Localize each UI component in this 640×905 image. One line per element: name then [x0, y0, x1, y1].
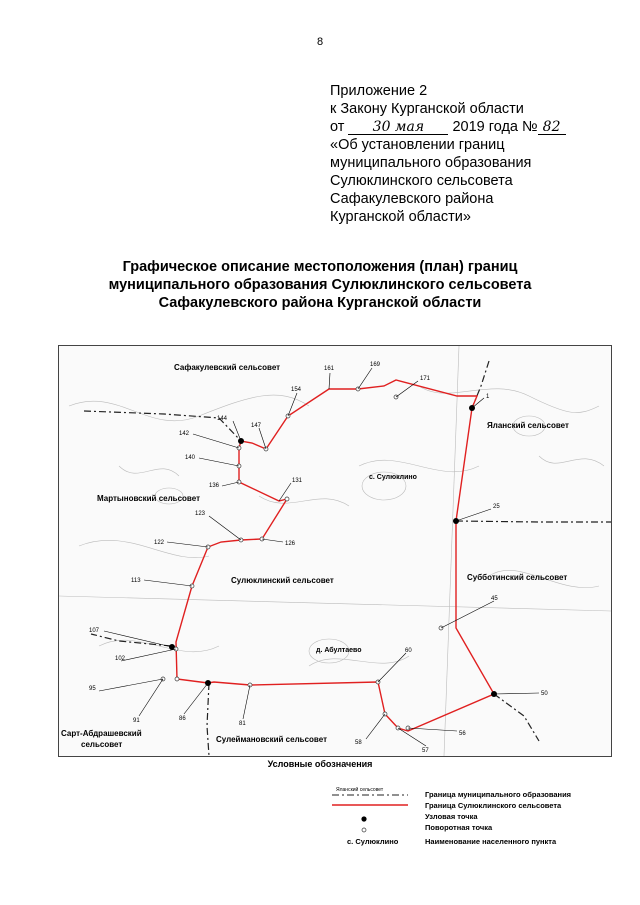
legend-node-point-symbol: [361, 816, 366, 821]
date-prefix: от: [330, 119, 345, 135]
appendix-line: Сулюклинского сельсовета: [330, 173, 513, 189]
council-label-yalansky: Яланский сельсовет: [487, 421, 569, 430]
point-label: 57: [422, 748, 429, 754]
point-label: 147: [251, 423, 262, 429]
date-suffix: 2019 года №: [452, 119, 538, 135]
sulyuklino-boundary: [176, 380, 494, 731]
point-label: 81: [239, 721, 246, 727]
map-canvas: [59, 346, 611, 756]
point-label: 113: [131, 578, 141, 584]
council-label-subbotinsky: Субботинский сельсовет: [467, 573, 568, 582]
point-label: 56: [459, 731, 466, 737]
point-number-labels: [89, 362, 548, 754]
legend-node-point-label: Узловая точка: [425, 812, 478, 821]
legend-settlement-label: Наименование населенного пункта: [425, 837, 557, 846]
point-label: 45: [491, 596, 498, 602]
appendix-line: Сафакулевского района: [330, 191, 494, 207]
settlement-labels: [316, 474, 417, 654]
settlement-label-sulyuklino: с. Сулюклино: [369, 474, 417, 481]
point-label: 140: [185, 455, 196, 461]
point-label: 126: [285, 541, 296, 547]
point-label: 60: [405, 648, 412, 654]
legend-turning-point-symbol: [362, 828, 366, 832]
point-label: 25: [493, 504, 500, 510]
point-label: 131: [292, 478, 303, 484]
admin-boundary-east: [456, 521, 611, 522]
point-label: 136: [209, 483, 220, 489]
legend-sulyuklino-boundary-label: Граница Сулюклинского сельсовета: [425, 801, 562, 810]
point-label: 107: [89, 628, 100, 634]
appendix-line: Курганской области»: [330, 209, 471, 225]
appendix-line: муниципального образования: [330, 155, 532, 171]
point-label: 142: [179, 431, 190, 437]
legend-turning-point-label: Поворотная точка: [425, 823, 493, 832]
legend-settlement-sample: с. Сулюклино: [347, 837, 399, 846]
title-line: муниципального образования Сулюклинского сельсовета: [108, 277, 532, 293]
point-label: 123: [195, 511, 206, 517]
admin-boundary-south-east: [494, 694, 539, 741]
appendix-line: «Об установлении границ: [330, 137, 505, 153]
point-label: 95: [89, 686, 96, 692]
handwritten-date: 30 мая: [348, 120, 448, 135]
council-label-sulyuklinsky: Сулюклинский сельсовет: [231, 576, 334, 585]
turning-point: [285, 497, 289, 501]
council-label-martynovsky: Мартыновский сельсовет: [97, 494, 200, 503]
point-label: 144: [217, 416, 228, 422]
appendix-block: [330, 82, 620, 226]
legend-sample-council-name: Яланский сельсовет: [336, 787, 384, 793]
point-label: 1: [486, 394, 490, 400]
point-label: 91: [133, 718, 140, 724]
point-label: 50: [541, 691, 548, 697]
title-line: Сафакулевского района Курганской области: [158, 295, 482, 311]
point-label: 161: [324, 366, 335, 372]
legend-admin-boundary-label: Граница муниципального образования: [425, 790, 572, 799]
council-label-safakulevsky: Сафакулевский сельсовет: [174, 363, 281, 372]
map-legend: [0, 775, 640, 875]
boundary-map: [58, 345, 612, 757]
council-label-sart-abdrashevsky-2: сельсовет: [81, 740, 123, 749]
map-background-texture: [59, 346, 611, 756]
point-label: 154: [291, 387, 302, 393]
document-title: [40, 258, 600, 312]
appendix-line: к Закону Курганской области: [330, 101, 524, 117]
point-label: 102: [115, 656, 126, 662]
point-label: 122: [154, 540, 165, 546]
legend-title: Условные обозначения: [267, 759, 373, 769]
point-label: 171: [420, 376, 431, 382]
leader-lines: [99, 368, 539, 746]
settlement-label-abultaevo: д. Абултаево: [316, 647, 362, 654]
council-label-suleymanovsky: Сулеймановский сельсовет: [216, 735, 327, 744]
point-label: 169: [370, 362, 381, 368]
point-label: 86: [179, 716, 186, 722]
page-number: 8: [316, 36, 324, 48]
handwritten-number: 82: [538, 120, 566, 135]
admin-boundary-south: [207, 683, 209, 756]
point-label: 58: [355, 740, 362, 746]
turning-point: [175, 677, 179, 681]
appendix-line: Приложение 2: [330, 83, 428, 99]
appendix-date-line: [330, 118, 620, 136]
title-line: Графическое описание местоположения (план) границ: [122, 259, 518, 275]
council-label-sart-abdrashevsky: Сарт-Абдрашевский: [61, 729, 142, 738]
